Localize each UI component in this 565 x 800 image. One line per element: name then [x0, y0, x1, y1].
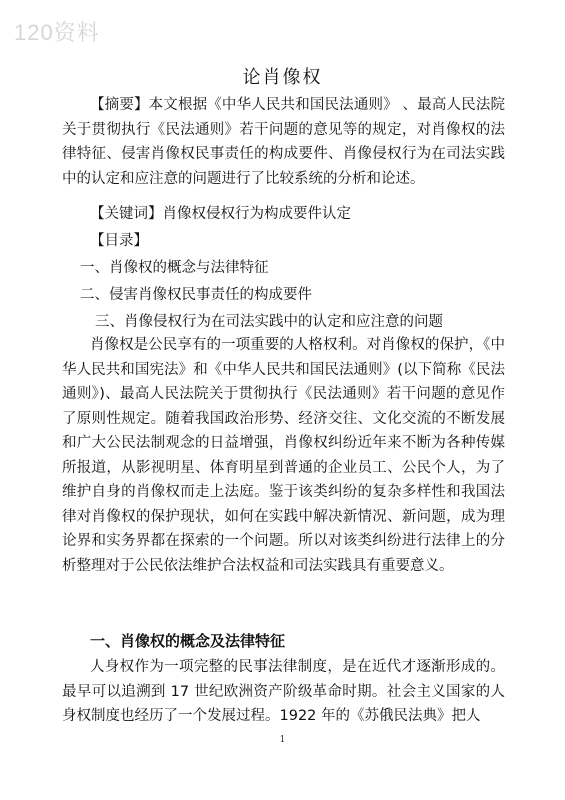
- keywords-line: 【关键词】肖像权侵权行为构成要件认定: [90, 206, 351, 222]
- watermark: 120资料: [14, 20, 100, 45]
- abstract-paragraph: 【摘要】本文根据《中华人民共和国民法通则》 、最高人民法院关于贯彻执行《民法通则》若干问题的意见等的规定，对肖像权的法律特征、侵害肖像权民事责任的构成要件、肖像侵权行为在司法实践中的认定和应注意的问题进行了比较系统的分析和论述。: [62, 97, 505, 187]
- document-title: 论肖像权: [242, 67, 323, 88]
- toc-item: 一、肖像权的概念与法律特征: [80, 260, 269, 276]
- toc-item: 二、侵害肖像权民事责任的构成要件: [80, 287, 312, 303]
- page-number: 1: [279, 735, 286, 745]
- toc-heading: 【目录】: [90, 233, 148, 249]
- intro-paragraph: 肖像权是公民享有的一项重要的人格权利。对肖像权的保护，《中华人民共和国宪法》和《中华人民共和国民法通则》(以下简称《民法通则》)、最高人民法院关于贯彻执行《民法通则》若干问题的意见作了原则性规定。随着我国政治形势、经济交往、文化交流的不断发展和广大公民法制观念的日益增强，肖像权纠纷近年来不断为各种传媒所报道，从影视明星、体育明星到普通的企业员工、公民个人，为了维护自身的肖像权而走上法庭。鉴于该类纠纷的复杂多样性和我国法律对肖像权的保护现状，如何在实践中解决新情况、新问题，成为理论界和实务界都在探索的一个问题。所以对该类纠纷进行法律上的分析整理对于公民依法维护合法权益和司法实践具有重要意义。: [62, 337, 505, 574]
- toc-item: 三、肖像侵权行为在司法实践中的认定和应注意的问题: [95, 314, 443, 330]
- section-heading: 一、肖像权的概念及法律特征: [90, 632, 286, 650]
- body-paragraph: 人身权作为一项完整的民事法律制度，是在近代才逐渐形成的。最早可以追溯到 17 世纪欧洲资产阶级革命时期。社会主义国家的人身权制度也经历了一个发展过程。1922 年的《苏俄民法典》把人: [62, 659, 505, 724]
